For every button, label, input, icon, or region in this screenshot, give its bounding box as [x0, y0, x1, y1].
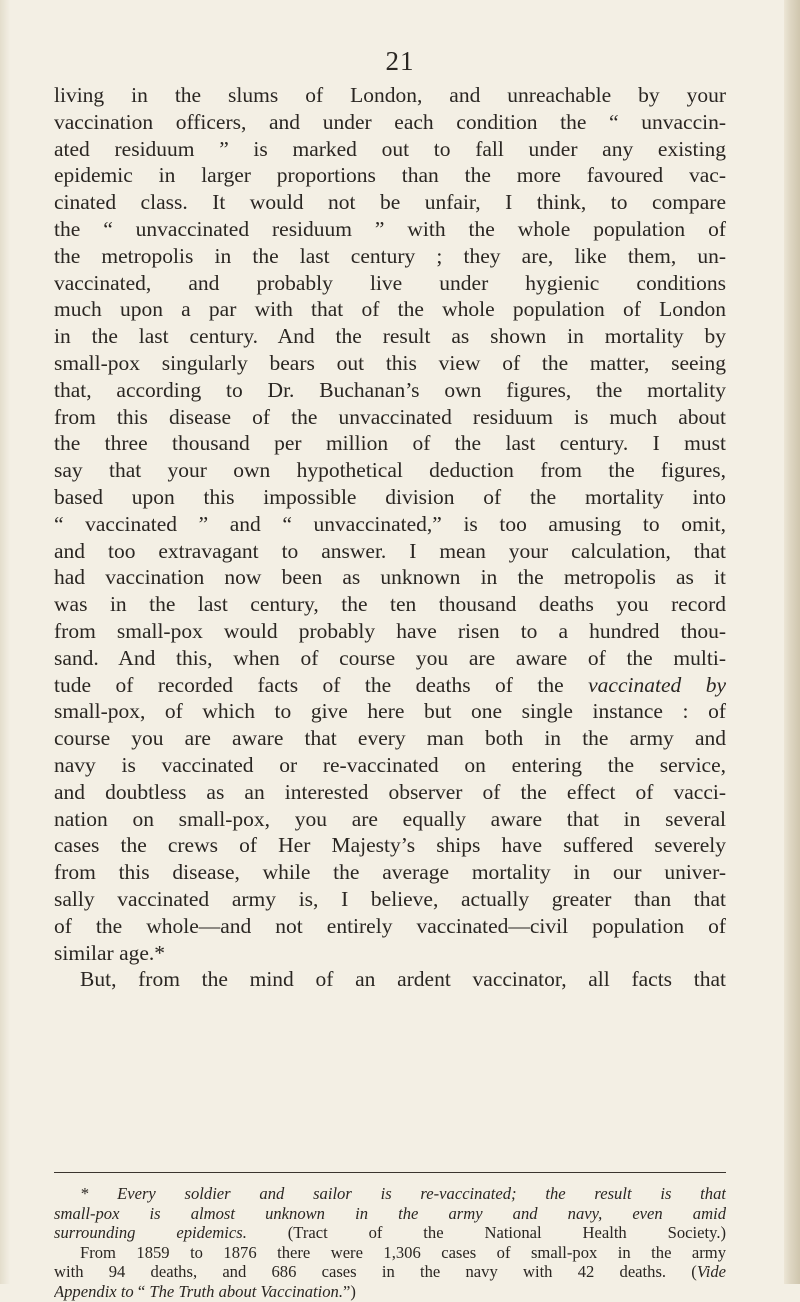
body-line: vaccinated, and probably live under hygienic conditions — [54, 270, 726, 295]
page-number: 21 — [385, 46, 415, 76]
footnote-line — [54, 1184, 726, 1204]
footnote-line — [54, 1282, 726, 1302]
body-line: the “ unvaccinated residuum ” with the whole population of — [54, 216, 726, 241]
body-line: say that your own hypothetical deduction from the figures, — [54, 458, 726, 483]
body-line: much upon a par with that of the whole population of London — [54, 297, 726, 322]
body-line: small-pox singularly bears out this view of the matter, seeing — [54, 350, 726, 375]
body-line: epidemic in larger proportions than the more favoured vac- — [54, 163, 726, 188]
body-line: small-pox, of which to give here but one single instance : of — [54, 699, 726, 724]
body-line: from this disease, while the average mortality in our univer- — [54, 860, 726, 885]
body-line: ated residuum ” is marked out to fall under any existing — [54, 136, 726, 161]
footnote-italic-text: Vide — [696, 1262, 726, 1282]
body-line-italic-word: vaccinated by — [588, 672, 726, 697]
body-line: was in the last century, the ten thousand deaths you record — [54, 592, 726, 617]
body-line: in the last century. And the result as shown in mortality by — [54, 324, 726, 349]
body-line-paragraph-end: similar age.* — [54, 940, 166, 965]
body-line: from this disease of the unvaccinated residuum is much about — [54, 404, 726, 429]
body-line: from small-pox would probably have risen to a hundred thou- — [54, 618, 726, 643]
footnote-italic-text: surrounding epidemics. — [54, 1223, 247, 1243]
body-line-text: tude of recorded facts of the deaths of the — [54, 672, 564, 697]
body-line: cases the crews of Her Majesty’s ships have suffered severely — [54, 833, 726, 858]
footnote-text: “ — [133, 1281, 150, 1301]
footnote-line: From 1859 to 1876 there were 1,306 cases of small-pox in the army — [80, 1242, 726, 1262]
body-line: of the whole—and not entirely vaccinated—civil population of — [54, 913, 726, 938]
footnote-text: with 94 deaths, and 686 cases in the navy with 42 deaths. ( — [54, 1262, 697, 1282]
footnote-line — [54, 1262, 726, 1282]
footnote-text: ”) — [343, 1281, 356, 1301]
body-line: course you are aware that every man both in the army and — [54, 726, 726, 751]
body-line: the metropolis in the last century ; they are, like them, un- — [54, 243, 726, 268]
body-line: living in the slums of London, and unreachable by your — [54, 83, 726, 107]
body-line-with-italic — [54, 672, 726, 699]
footnote-line — [54, 1204, 726, 1224]
body-text — [54, 82, 726, 993]
body-line-paragraph-start: But, from the mind of an ardent vaccinator, all facts that — [80, 967, 726, 992]
body-line: sally vaccinated army is, I believe, actually greater than that — [54, 886, 726, 911]
footnote-italic-text: Appendix to — [54, 1281, 134, 1301]
body-line: nation on small-pox, you are equally aware that in several — [54, 806, 726, 831]
page-right-edge-shadow — [784, 0, 800, 1284]
body-line: and doubtless as an interested observer of the effect of vacci- — [54, 779, 726, 804]
footnote-text: (Tract of the National Health Society.) — [246, 1223, 726, 1243]
footnote-italic-text: small-pox is almost unknown in the army and navy, even amid — [54, 1203, 726, 1223]
body-line: cinated class. It would not be unfair, I think, to compare — [54, 190, 726, 215]
body-line: navy is vaccinated or re-vaccinated on entering the service, — [54, 752, 726, 777]
page-left-edge — [0, 0, 10, 1284]
footnote-italic-text: * Every soldier and sailor is re-vaccinated; the result is that — [80, 1184, 726, 1203]
body-line: “ vaccinated ” and “ unvaccinated,” is too amusing to omit, — [54, 511, 726, 536]
body-line: and too extravagant to answer. I mean your calculation, that — [54, 538, 726, 563]
body-line: the three thousand per million of the last century. I must — [54, 431, 726, 456]
body-line: vaccination officers, and under each condition the “ unvaccin- — [54, 109, 726, 134]
footnote-line — [54, 1223, 726, 1243]
body-line: sand. And this, when of course you are aware of the multi- — [54, 645, 726, 670]
footnote-rule — [54, 1172, 726, 1173]
body-line: that, according to Dr. Buchanan’s own figures, the mortality — [54, 377, 726, 402]
body-line: had vaccination now been as unknown in the metropolis as it — [54, 565, 726, 590]
footnote-italic-text: The Truth about Vaccination. — [149, 1281, 344, 1301]
body-line: based upon this impossible division of the mortality into — [54, 484, 726, 509]
